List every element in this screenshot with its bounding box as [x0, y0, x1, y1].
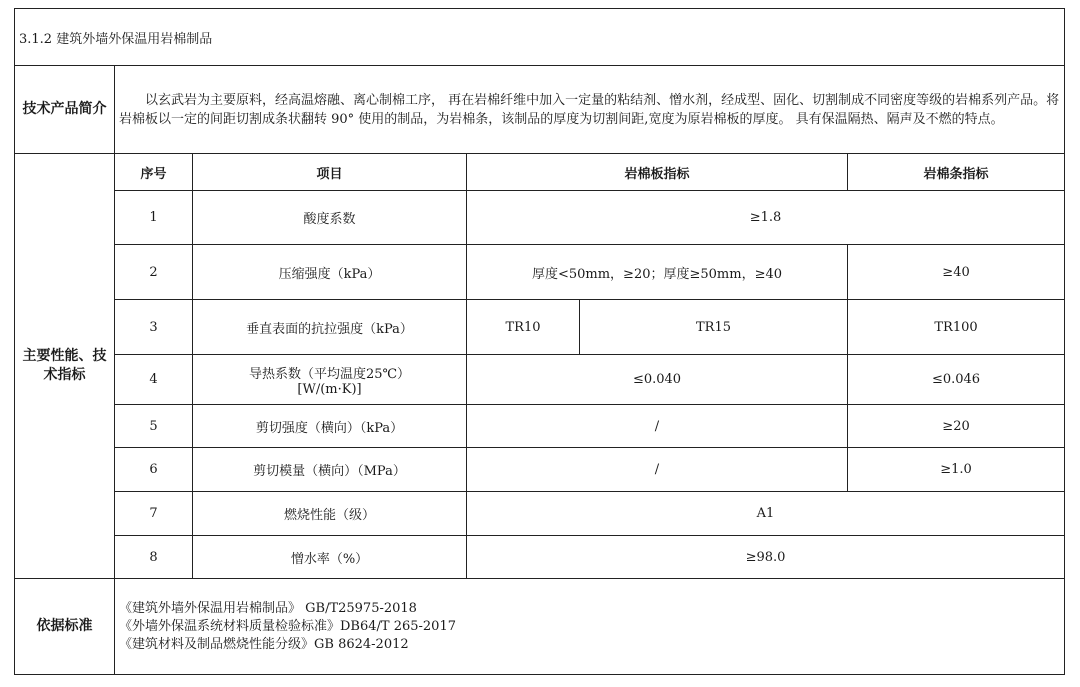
standards-label: 依据标准: [15, 579, 115, 675]
row-strip-value: ≥1.0: [848, 448, 1065, 492]
table-row: [15, 405, 1065, 448]
intro-text: 以玄武岩为主要原料，经高温熔融、离心制棉工序， 再在岩棉纤维中加入一定量的粘结剂、憎水剂，经成型、固化、切割制成不同密度等级的岩棉系列产品。将岩棉板以一定的间距切割成条状翻转 90° 使用的制品，为岩棉条，该制品的厚度为切割间距,宽度为原岩棉板的厚度。 具有保温隔热、隔声及不燃的特点。: [115, 66, 1065, 154]
row-strip-value: ≥20: [848, 405, 1065, 448]
row-item: 酸度系数: [193, 191, 467, 245]
header-strip: 岩棉条指标: [848, 154, 1065, 191]
table-row: [15, 355, 1065, 405]
table-row: [15, 191, 1065, 245]
row-item: 垂直表面的抗拉强度（kPa）: [193, 300, 467, 355]
standard-item: 《外墙外保温系统材料质量检验标准》DB64/T 265-2017: [119, 618, 456, 634]
row-item: 燃烧性能（级）: [193, 492, 467, 536]
table-row: [15, 448, 1065, 492]
row-item: 憎水率（%）: [193, 536, 467, 579]
header-board: 岩棉板指标: [467, 154, 848, 191]
row-merged-value: ≥1.8: [467, 191, 1065, 245]
row-no: 4: [115, 355, 193, 405]
row-board-value: /: [467, 405, 848, 448]
header-no: 序号: [115, 154, 193, 191]
row-strip-value: TR100: [848, 300, 1065, 355]
row-no: 3: [115, 300, 193, 355]
row-no: 8: [115, 536, 193, 579]
row-board-value: ≤0.040: [467, 355, 848, 405]
row-board-value: /: [467, 448, 848, 492]
standard-item: 《建筑材料及制品燃烧性能分级》GB 8624-2012: [119, 636, 409, 652]
specs-label: 主要性能、技术指标: [15, 154, 115, 579]
table-row: [15, 492, 1065, 536]
table-row: [15, 300, 1065, 355]
row-merged-value: ≥98.0: [467, 536, 1065, 579]
row-no: 7: [115, 492, 193, 536]
row-no: 2: [115, 245, 193, 300]
row-strip-value: ≤0.046: [848, 355, 1065, 405]
row-item-line1: 导热系数（平均温度25℃）: [248, 366, 411, 382]
intro-label: 技术产品简介: [15, 66, 115, 154]
row-strip-value: ≥40: [848, 245, 1065, 300]
row-board-value-a: TR10: [467, 300, 580, 355]
spec-table: [14, 8, 1065, 675]
row-no: 6: [115, 448, 193, 492]
header-row: [15, 154, 1065, 191]
table-row: [15, 245, 1065, 300]
row-board-value-b: TR15: [580, 300, 848, 355]
row-item: 剪切强度（横向）（kPa）: [193, 405, 467, 448]
header-item: 项目: [193, 154, 467, 191]
row-no: 5: [115, 405, 193, 448]
row-board-value: 厚度<50mm，≥20；厚度≥50mm，≥40: [467, 245, 848, 300]
standards-list: [115, 579, 1065, 675]
section-title: 3.1.2 建筑外墙外保温用岩棉制品: [15, 9, 1065, 66]
standard-item: 《建筑外墙外保温用岩棉制品》 GB/T25975-2018: [119, 600, 417, 616]
row-item: [193, 355, 467, 405]
row-no: 1: [115, 191, 193, 245]
row-item: 压缩强度（kPa）: [193, 245, 467, 300]
row-merged-value: A1: [467, 492, 1065, 536]
row-item-line2: [W/(m·K)]: [297, 381, 362, 397]
row-item: 剪切模量（横向）（MPa）: [193, 448, 467, 492]
table-row: [15, 536, 1065, 579]
